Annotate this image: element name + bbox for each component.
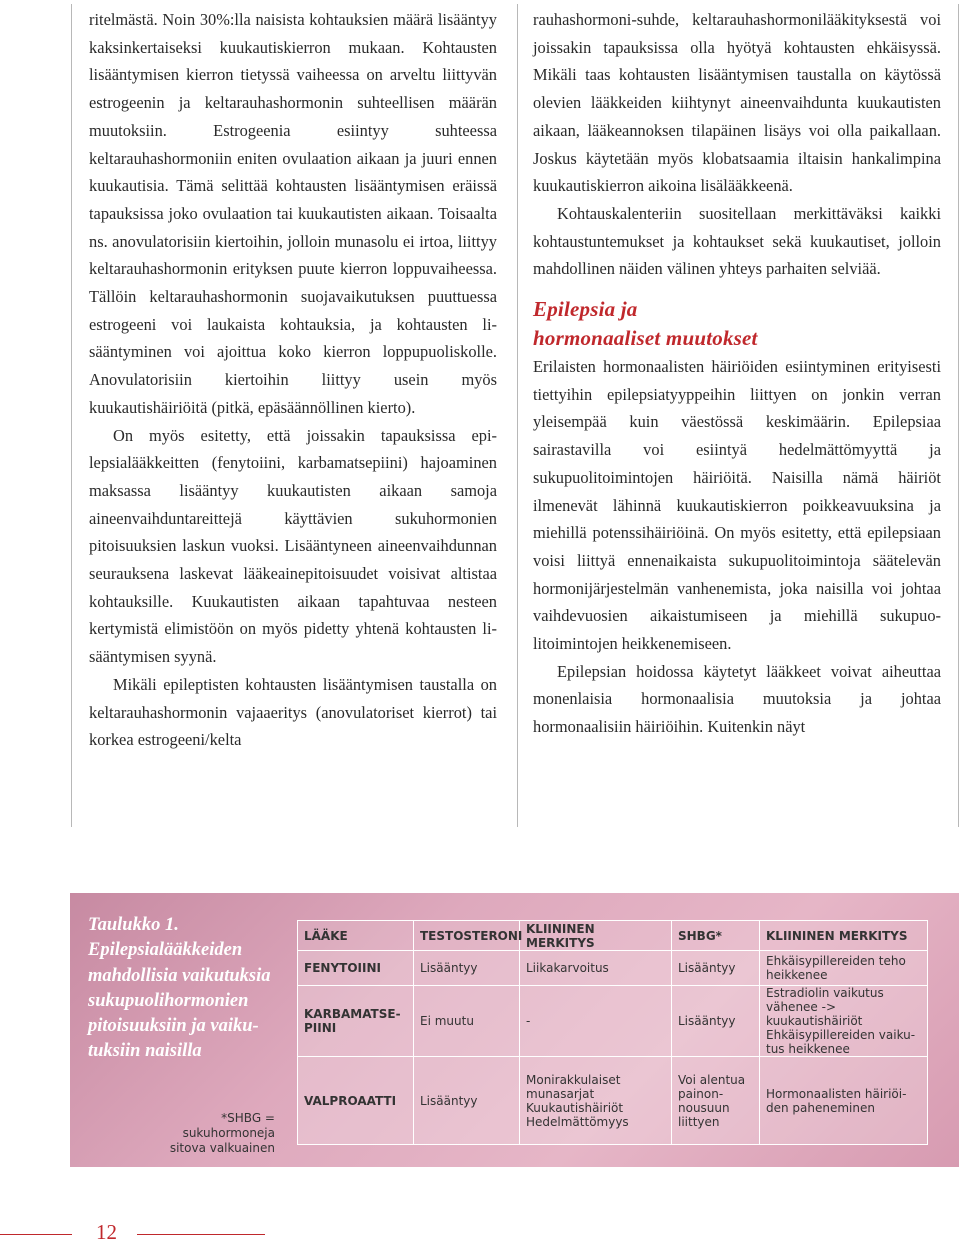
header-clinical-significance-2: KLIININEN MERKITYS bbox=[760, 921, 928, 951]
clinical2-line: Estradiolin vaikutus vähenee -> kuukautishäiriöt bbox=[766, 986, 884, 1028]
right-text-column bbox=[533, 6, 941, 741]
clinical-line: Liikakarvoitus bbox=[526, 961, 609, 975]
left-paragraph-1: ritelmästä. Noin 30%:lla naisista kohtauksien määrä lisääntyy kaksinkertaiseksi kuukautiskierron mukaan. Kohtausten lisääntymisen kierron tietyssä vaiheessa on arveltu liittyvän estrogeenin ja keltarauhashormonin suhteellisen määrän muutoksiin. Estrogeenia esiintyy suhteessa keltarauhashormoniin eniten ovulaation aikaan ja juuri ennen kuukautisia. Tämä selittää kohtausten lisääntymisen eräissä tapauksissa joko ovulaation tai kuukautisten aikaan. Toisaalta ns. anovulatorisiin kiertoihin, jolloin munasolu ei irtoa, liittyy keltarauhashormonin erityksen puute kierron loppuvaiheessa. Tällöin keltarauhashormonin suojavaikutuksen puuttuessa estrogeeni voi laukaista kohtauksia, ja kohtausten lisääntyminen voi ajoittua koko kierron loppupuoliskolle. Anovulatorisiin kiertoihin liittyy usein myös kuukautishäiriöitä (pitkä, epäsäännöllinen kierto). bbox=[89, 10, 497, 417]
table-footnote-line-2: sitova valkuainen bbox=[169, 1141, 275, 1155]
footer-rule-right bbox=[137, 1234, 265, 1235]
clinical2-line: Ehkäisypillereiden vaikutus heikkenee bbox=[766, 1028, 916, 1056]
shbg-line: Lisääntyy bbox=[678, 961, 736, 975]
shbg-cell bbox=[672, 986, 760, 1057]
header-shbg: SHBG* bbox=[672, 921, 760, 951]
drug-cell: FENYTOIINI bbox=[298, 951, 414, 986]
table-row bbox=[298, 986, 928, 1057]
clinical-cell-2 bbox=[760, 1057, 928, 1145]
right-paragraph-2: Kohtauskalenteriin suositellaan merkittäväksi kaikki kohtaustuntemukset ja kohtaukset sekä kuukautiset, jolloin mahdollinen näiden välinen yhteys parhaiten selviää. bbox=[533, 203, 941, 279]
right-margin-rule bbox=[958, 4, 959, 827]
clinical-cell-2 bbox=[760, 986, 928, 1057]
hormone-effects-table bbox=[297, 920, 928, 1145]
table-caption-text: Epilepsialääkkeiden mahdollisia vaikutuksia sukupuolihormonien pitoisuuksiin ja vaikutuksiin naisilla bbox=[88, 940, 271, 1062]
header-testosterone: TESTOSTERONI bbox=[414, 921, 520, 951]
footer-rule-left bbox=[0, 1234, 72, 1235]
shbg-line: Lisääntyy bbox=[678, 1014, 736, 1028]
left-text-column bbox=[89, 6, 497, 754]
table-caption-number: Taulukko 1. bbox=[88, 915, 179, 935]
clinical-line: - bbox=[526, 1014, 531, 1028]
shbg-cell bbox=[672, 951, 760, 986]
header-drug: LÄÄKE bbox=[298, 921, 414, 951]
drug-cell: VALPROAATTI bbox=[298, 1057, 414, 1145]
table-caption bbox=[88, 913, 288, 1065]
table-row bbox=[298, 951, 928, 986]
left-paragraph-3: Mikäli epileptisten kohtausten lisääntymisen taustalla on keltarauhashormonin vajaaeritys (anovulatoriset kierrot) tai korkea estrogeeni/kelta bbox=[89, 674, 497, 750]
table-row bbox=[298, 1057, 928, 1145]
clinical-cell bbox=[520, 1057, 672, 1145]
testosterone-cell: Ei muutu bbox=[414, 986, 520, 1057]
clinical2-line: Hormonaalisten häiriöiden paheneminen bbox=[766, 1086, 907, 1115]
left-margin-rule bbox=[71, 4, 72, 827]
right-paragraph-4: Epilepsian hoidossa käytetyt lääkkeet voivat aiheuttaa monenlaisia hormonaalisia muutoksia ja johtaa hormonaalisiin häiriöihin. Kuitenkin näyt bbox=[533, 661, 941, 737]
clinical-line: Kuukautishäiriöt bbox=[526, 1100, 624, 1115]
clinical-cell bbox=[520, 986, 672, 1057]
testosterone-cell: Lisääntyy bbox=[414, 1057, 520, 1145]
section-heading-line-2: hormonaaliset muutokset bbox=[533, 326, 758, 351]
clinical-line: Monirakkulaiset bbox=[526, 1072, 621, 1087]
header-clinical-significance: KLIININEN MERKITYS bbox=[520, 921, 672, 951]
table-footnote-line-1: *SHBG = sukuhormoneja bbox=[182, 1111, 275, 1140]
column-divider-rule bbox=[517, 4, 518, 827]
clinical-line: munasarjat bbox=[526, 1086, 595, 1101]
right-paragraph-3: Erilaisten hormonaalisten häiriöiden esiintyminen erityisesti tiettyihin epilepsiatyyppeihin liittyen on jonkin verran yleisempää kuin väestössä keskimäärin. Epilepsiaa sairastavilla voi esiintyä hedelmättömyyttä ja sukupuolitoimintojen häiriöitä. Naisilla nämä häiriöt ilmenevät lähinnä kuukautiskierron poikkeavuuksina ja miehillä potenssihäiriöinä. On myös esitetty, että epilepsiaan voisi liittyä ennenaikaista sukupuolitoimintoja säätelevän hormonijärjestelmän vanhenemista, joka naisilla voi johtaa vaihdevuosien aikaistumiseen ja miehillä sukupuolitoimintojen heikkenemiseen. bbox=[533, 357, 941, 654]
clinical-cell-2 bbox=[760, 951, 928, 986]
drug-cell: KARBAMATSEPIINI bbox=[298, 986, 414, 1057]
shbg-cell bbox=[672, 1057, 760, 1145]
clinical2-line: heikkenee bbox=[766, 968, 828, 982]
section-heading-line-1: Epilepsia ja bbox=[533, 297, 638, 322]
section-heading bbox=[533, 295, 941, 353]
left-paragraph-2: On myös esitetty, että joissakin tapauksissa epilepsialääkkeitten (fenytoiini, karbamatsepiini) hajoaminen maksassa lisääntyy kuukautisten aikaan samoja aineenvaihduntareittejä käyttävien sukuhormonien pitoisuuksien laskun vuoksi. Lisääntyneen aineenvaihdunnan seurauksena laskevat lääkeainepitoisuudet voisivat altistaa kohtauksille. Kuukautisten aikaan tapahtuvaa nesteen kertymistä elimistöön on myös pidetty yhtenä kohtausten lisääntymisen syynä. bbox=[89, 425, 497, 667]
table-footnote bbox=[125, 1111, 275, 1156]
clinical2-line: Ehkäisypillereiden teho bbox=[766, 954, 906, 968]
clinical-line: Hedelmättömyys bbox=[526, 1114, 629, 1129]
table-header-row bbox=[298, 921, 928, 951]
testosterone-cell: Lisääntyy bbox=[414, 951, 520, 986]
page-number: 12 bbox=[96, 1220, 117, 1244]
right-paragraph-1: rauhashormoni-suhde, keltarauhashormonilääkityksestä voi joissakin tapauksissa olla hyötyä kohtausten ehkäisyssä. Mikäli taas kohtausten lisääntymisen taustalla on käytössä olevien lääkkeiden kiihtynyt aineenvaihdunta kuukautisten aikaan, lääkeannoksen tilapäinen lisäys voi olla paikallaan. Joskus käytetään myös klobatsaamia iltaisin hankalimpina kuukautiskierron aikoina lisälääkkeenä. bbox=[533, 10, 941, 196]
clinical-cell bbox=[520, 951, 672, 986]
table-panel bbox=[70, 893, 959, 1167]
shbg-line: Voi alentua painonnousuun liittyen bbox=[678, 1072, 746, 1129]
